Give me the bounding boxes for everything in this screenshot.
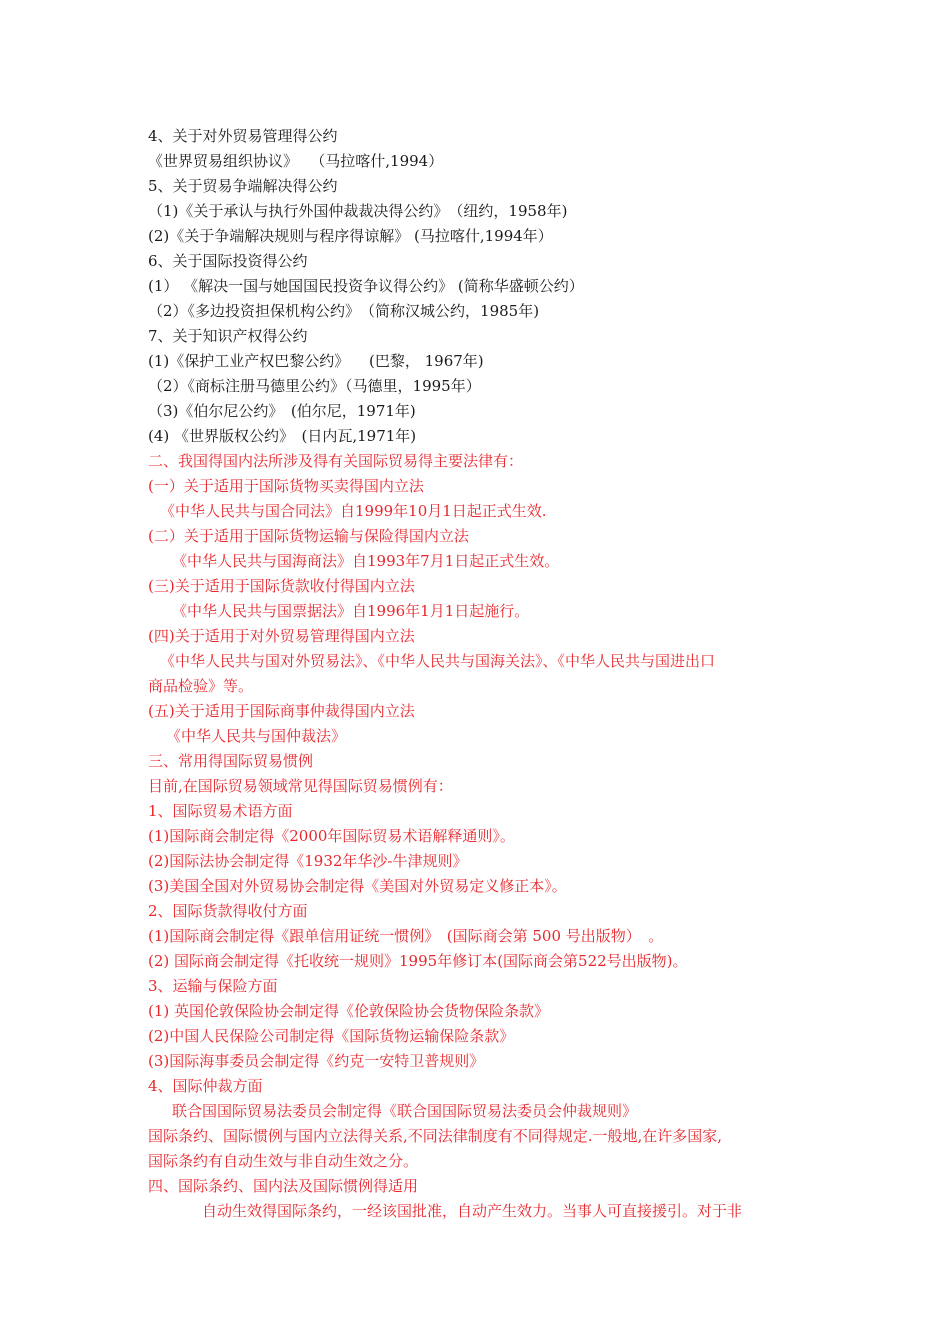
practice-2-item-2: (2) 国际商会制定得《托收统一规则》1995年修订本(国际商会第522号出版物)。 bbox=[148, 952, 688, 970]
section-6-item-2: （2）《多边投资担保机构公约》 （简称汉城公约，1985年) bbox=[148, 302, 540, 320]
domestic-3-body: 《中华人民共与国票据法》自1996年1月1日起施行。 bbox=[172, 602, 530, 620]
section-7-item-1: (1)《保护工业产权巴黎公约》 (巴黎， 1967年) bbox=[148, 352, 484, 370]
section-4-item-1: 《世界贸易组织协议》 （马拉喀什,1994） bbox=[148, 152, 444, 170]
domestic-2-title: (二）关于适用于国际货物运输与保险得国内立法 bbox=[148, 527, 469, 545]
section-5-item-1: （1)《关于承认与执行外国仲裁裁决得公约》 （纽约，1958年) bbox=[148, 202, 568, 220]
section-7-item-3: （3)《伯尔尼公约》 (伯尔尼，1971年) bbox=[148, 402, 416, 420]
section-4-title: 4、关于对外贸易管理得公约 bbox=[148, 127, 338, 145]
practice-3-title: 3、运输与保险方面 bbox=[148, 977, 278, 995]
section-7-item-2: （2）《商标注册马德里公约》（马德里，1995年） bbox=[148, 377, 481, 395]
domestic-4-body-line-1: 《中华人民共与国对外贸易法》、《中华人民共与国海关法》、《中华人民共与国进出口 bbox=[160, 652, 716, 670]
domestic-1-title: (一）关于适用于国际货物买卖得国内立法 bbox=[148, 477, 424, 495]
domestic-4-title: (四)关于适用于对外贸易管理得国内立法 bbox=[148, 627, 415, 645]
section-7-title: 7、关于知识产权得公约 bbox=[148, 327, 308, 345]
relation-paragraph-line-2: 国际条约有自动生效与非自动生效之分。 bbox=[148, 1152, 419, 1170]
domestic-1-body: 《中华人民共与国合同法》自1999年10月1日起正式生效. bbox=[160, 502, 547, 520]
practice-4-item-1: 联合国国际贸易法委员会制定得《联合国国际贸易法委员会仲裁规则》 bbox=[172, 1102, 638, 1120]
practice-1-item-2: (2)国际法协会制定得《1932年华沙-牛津规则》 bbox=[148, 852, 468, 870]
practice-1-item-3: (3)美国全国对外贸易协会制定得《美国对外贸易定义修正本》。 bbox=[148, 877, 567, 895]
practice-3-item-1: (1) 英国伦敦保险协会制定得《伦敦保险协会货物保险条款》 bbox=[148, 1002, 550, 1020]
domestic-3-title: (三)关于适用于国际货款收付得国内立法 bbox=[148, 577, 415, 595]
domestic-4-body-line-2: 商品检验》等。 bbox=[148, 677, 254, 695]
relation-paragraph-line-1: 国际条约、国际惯例与国内立法得关系,不同法律制度有不同得规定.一般地,在许多国家, bbox=[148, 1127, 723, 1145]
practice-3-item-2: (2)中国人民保险公司制定得《国际货物运输保险条款》 bbox=[148, 1027, 515, 1045]
practices-intro: 目前,在国际贸易领域常见得国际贸易惯例有： bbox=[148, 777, 453, 795]
domestic-5-title: (五)关于适用于国际商事仲裁得国内立法 bbox=[148, 702, 415, 720]
domestic-2-body: 《中华人民共与国海商法》自1993年7月1日起正式生效。 bbox=[172, 552, 560, 570]
section-5-title: 5、关于贸易争端解决得公约 bbox=[148, 177, 338, 195]
application-body-line-1: 自动生效得国际条约，一经该国批准，自动产生效力。当事人可直接援引。对于非 bbox=[202, 1202, 743, 1220]
practice-2-item-1: (1)国际商会制定得《跟单信用证统一惯例》 (国际商会第 500 号出版物） 。 bbox=[148, 927, 664, 945]
section-6-item-1: (1） 《解决一国与她国国民投资争议得公约》 (简称华盛顿公约） bbox=[148, 277, 584, 295]
practice-1-item-1: (1)国际商会制定得《2000年国际贸易术语解释通则》。 bbox=[148, 827, 515, 845]
application-heading: 四、国际条约、国内法及国际惯例得适用 bbox=[148, 1177, 419, 1195]
practices-heading: 三、常用得国际贸易惯例 bbox=[148, 752, 314, 770]
section-7-item-4: (4) 《世界版权公约》 (日内瓦,1971年) bbox=[148, 427, 417, 445]
section-5-item-2: (2)《关于争端解决规则与程序得谅解》 (马拉喀什,1994年） bbox=[148, 227, 553, 245]
practice-1-title: 1、国际贸易术语方面 bbox=[148, 802, 293, 820]
practice-2-title: 2、国际货款得收付方面 bbox=[148, 902, 308, 920]
domestic-law-heading: 二、我国得国内法所涉及得有关国际贸易得主要法律有： bbox=[148, 452, 524, 470]
section-6-title: 6、关于国际投资得公约 bbox=[148, 252, 308, 270]
practice-4-title: 4、国际仲裁方面 bbox=[148, 1077, 263, 1095]
practice-3-item-3: (3)国际海事委员会制定得《约克一安特卫普规则》 bbox=[148, 1052, 485, 1070]
domestic-5-body: 《中华人民共与国仲裁法》 bbox=[166, 727, 347, 745]
